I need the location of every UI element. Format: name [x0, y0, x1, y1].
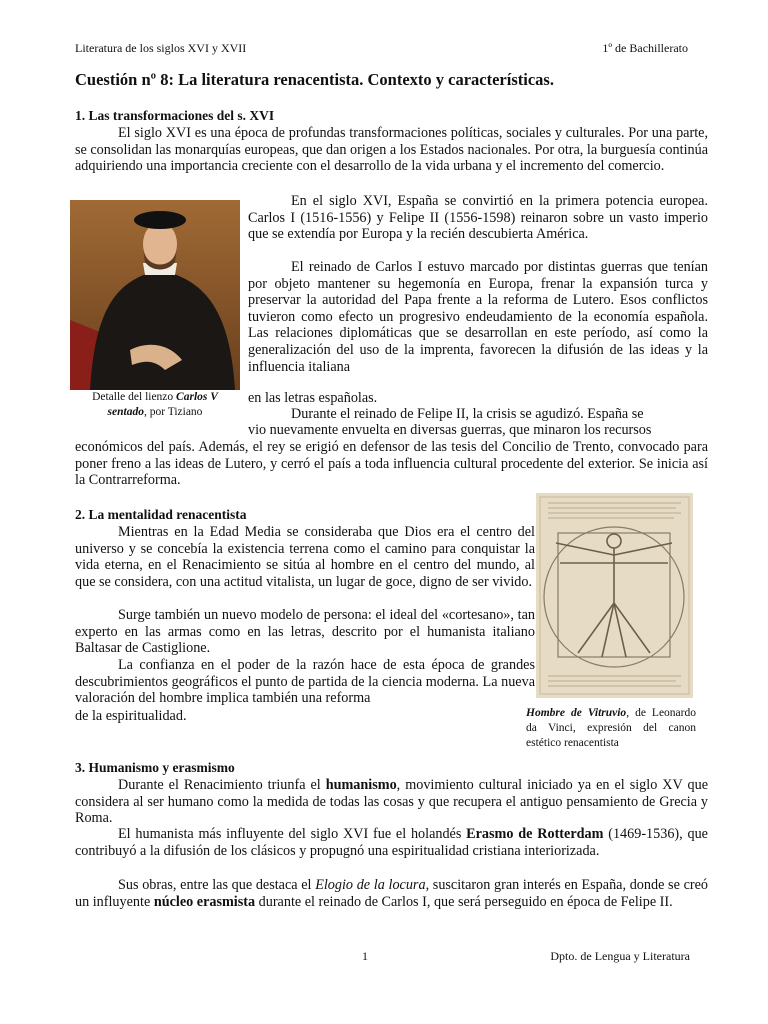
s3-p3-text-c: , suscitaron gran interés en España, donde se creó un influyente — [75, 877, 708, 910]
section-2-heading: 2. La mentalidad renacentista — [75, 507, 247, 522]
portrait-caption-title: Carlos V sentado — [107, 391, 218, 418]
s3-p3-text-e: durante el reinado de Carlos I, que será perseguido en época de Felipe II. — [255, 893, 673, 910]
s1-paragraph-4-line-1: Durante el reinado de Felipe II, la crisis se agudizó. España se — [291, 406, 644, 422]
portrait-caption — [72, 390, 238, 420]
portrait-caption-post: , por Tiziano — [143, 406, 203, 418]
s3-p3-text-a: Sus obras, entre las que destaca el — [118, 877, 316, 893]
page-title: Cuestión nº 8: La literatura renacentista. Contexto y características. — [75, 70, 554, 89]
s2-paragraph-2: Surge también un nuevo modelo de persona: el ideal del «cortesano», tan experto en las armas como en las letras, descrito por el humanista italiano Baltasar de Castiglione. — [75, 607, 535, 657]
footer-department: Dpto. de Lengua y Literatura — [550, 949, 690, 963]
portrait-caption-pre: Detalle del lienzo — [92, 391, 174, 403]
s3-paragraph-3 — [75, 877, 708, 910]
s1-paragraph-2: En el siglo XVI, España se convirtió en la primera potencia europea. Carlos I (1516-1556) y Felipe II (1556-1598) reinaron sobre un vasto imperio que se extendía por Europa y la recién descubierta América. — [248, 193, 708, 243]
s2-paragraph-1: Mientras en la Edad Media se consideraba que Dios era el centro del universo y se concebía la existencia terrena como el camino para conquistar la vida eterna, en el Renacimiento se sitúa al hombre en el centro del mundo, al que se considera, con una actitud vitalista, un lugar de goce, digno de ser vivido. — [75, 524, 535, 590]
s1-paragraph-4-line-2: vio nuevamente envuelta en diversas guerras, que minaron los recursos — [248, 422, 652, 438]
s3-p2-text-c: (1469-1536), que contribuyó a la difusión de los clásicos y propugnó una espiritualidad cristiana interiorizada. — [75, 826, 708, 859]
s2-paragraph-3: La confianza en el poder de la razón hace de esta época de grandes descubrimientos geográficos el punto de partida de la ciencia moderna. La nueva valoración del hombre implica también una reforma — [75, 657, 535, 707]
vitruvian-caption — [526, 706, 696, 751]
vitruvian-caption-post: , de Leonardo da Vinci, expresión del canon estético renacentista — [526, 707, 696, 749]
vitruvian-caption-title: Hombre de Vitruvio — [526, 707, 627, 719]
vitruvian-drawing — [536, 493, 693, 698]
s3-p2-text-a: El humanista más influyente del siglo XVI fue el holandés — [118, 826, 467, 842]
running-header-right: 1º de Bachillerato — [602, 41, 688, 55]
s3-p1-text-a: Durante el Renacimiento triunfa el — [118, 777, 326, 793]
s3-paragraph-2 — [75, 826, 708, 859]
s3-p3-title-elogio: Elogio de la locura — [315, 877, 426, 893]
s1-paragraph-3-end: en las letras españolas. — [248, 390, 378, 406]
section-1-heading: 1. Las transformaciones del s. XVI — [75, 108, 275, 123]
portrait-carlos-v — [70, 200, 240, 390]
vitruvian-man-image — [536, 493, 693, 698]
s3-p1-keyword-humanismo: humanismo — [325, 777, 397, 793]
running-header-left: Literatura de los siglos XVI y XVII — [75, 41, 247, 55]
s3-p3-keyword-nucleo: núcleo erasmista — [153, 893, 256, 910]
s1-paragraph-4-rest: económicos del país. Además, el rey se erigió en defensor de las tesis del Concilio de Trento, convocado para poner freno a las ideas de Lutero, y cerró el país a toda influencia cultural procedente del exterior. Se inicia así la Contrarreforma. — [75, 439, 708, 489]
s3-p1-text-c: , movimiento cultural iniciado ya en el siglo XV que considera al ser humano como la medida de todas las cosas y que recupera el antiguo pensamiento de Grecia y Roma. — [75, 777, 708, 827]
s1-paragraph-1: El siglo XVI es una época de profundas transformaciones políticas, sociales y culturales. Por una parte, se consolidan las monarquías europeas, que dan origen a los Estados nacionales. Por otra, la burguesía continúa adquiriendo una importancia creciente con el desarrollo de la vida urbana y el incremento del comercio. — [75, 125, 708, 175]
page-number: 1 — [362, 949, 368, 963]
s2-paragraph-3-end: de la espiritualidad. — [75, 708, 187, 724]
s3-paragraph-1 — [75, 777, 708, 827]
section-3-heading: 3. Humanismo y erasmismo — [75, 760, 235, 775]
s1-paragraph-3: El reinado de Carlos I estuvo marcado por distintas guerras que tenían por objeto mantener su hegemonía en Europa, frenar la expansión turca y preservar la autoridad del Papa frente a la reforma de Lutero. Esos conflictos tuvieron como efecto un progresivo endeudamiento de la economía española. Las relaciones diplomáticas que se desarrollan en este período, así como la generalización del uso de la imprenta, favorecen la difusión de las ideas y la influencia italiana — [248, 259, 708, 375]
portrait-image — [70, 200, 240, 390]
s3-p2-keyword-erasmo: Erasmo de Rotterdam — [466, 826, 604, 842]
